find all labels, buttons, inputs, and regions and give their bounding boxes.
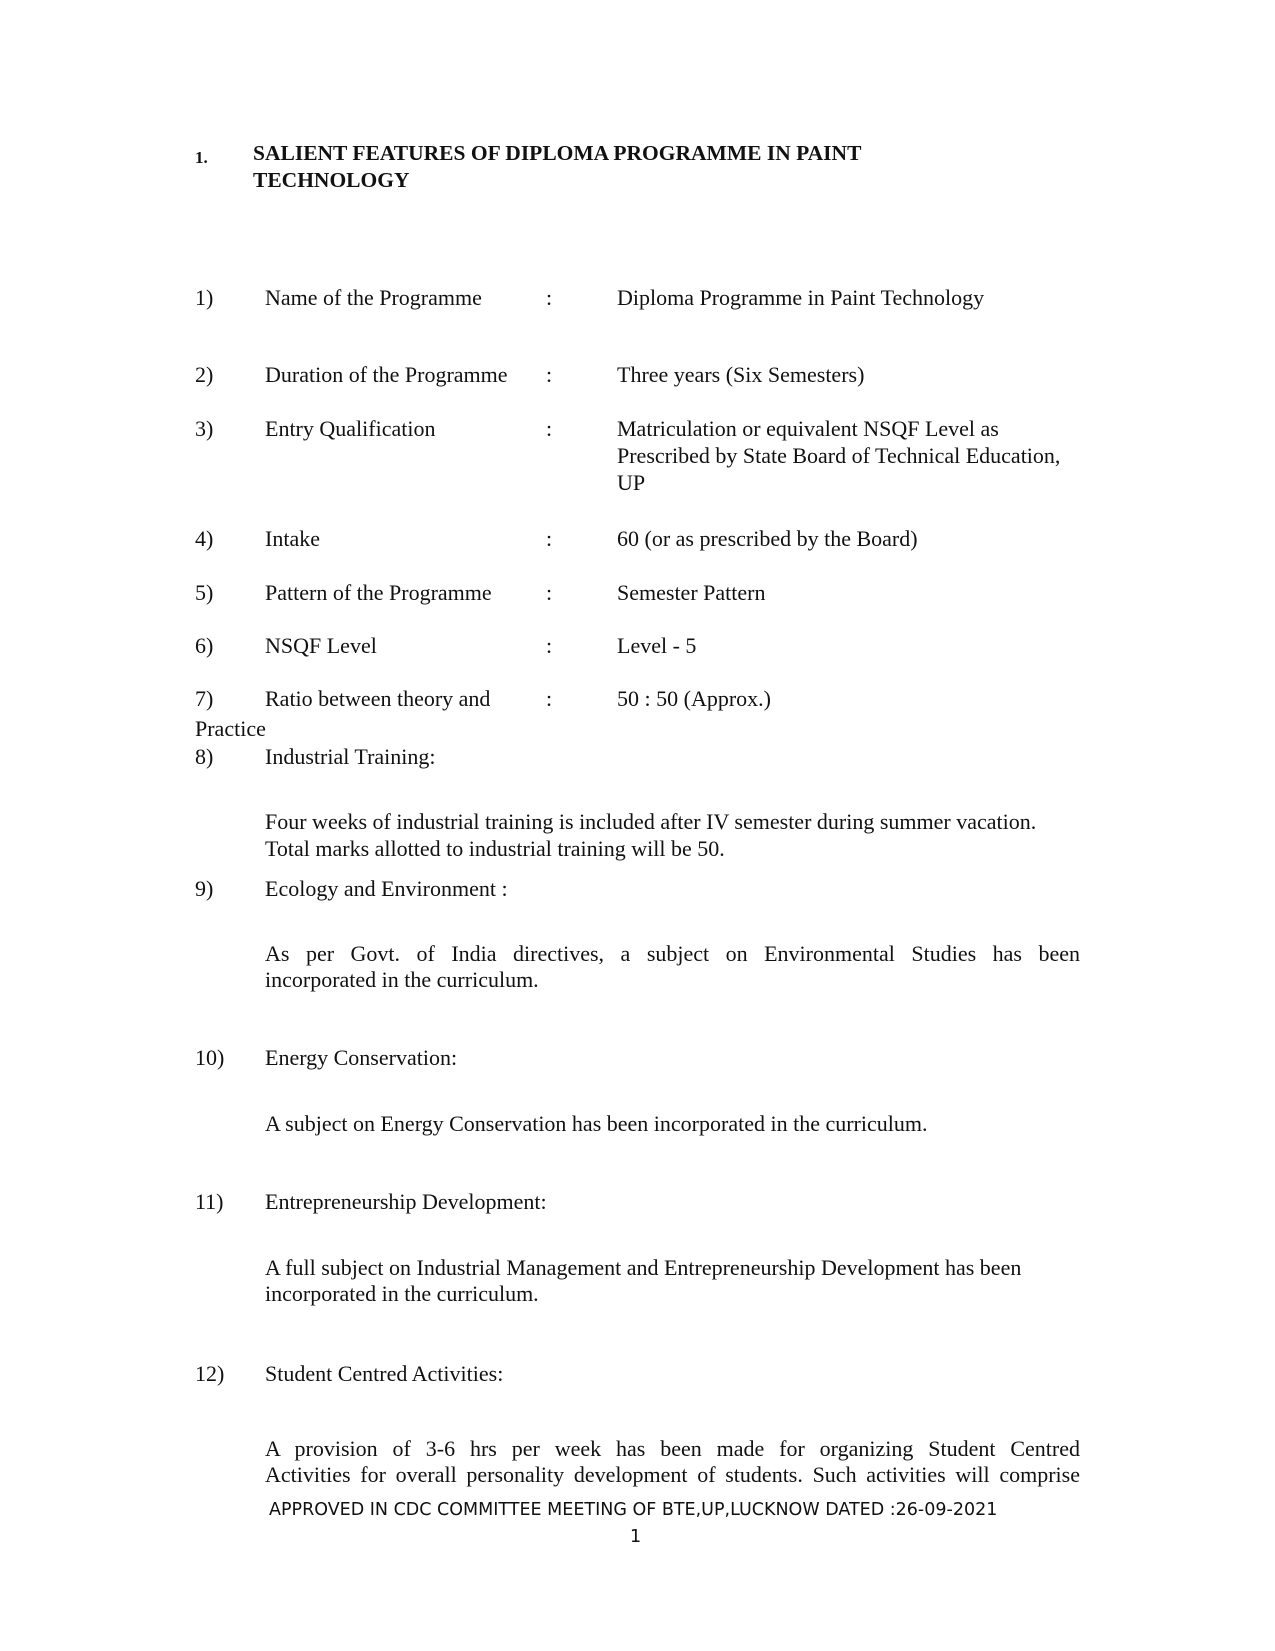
item-heading: Entrepreneurship Development: <box>265 1189 547 1214</box>
feature-separator: : <box>546 285 553 310</box>
item-number: 12) <box>195 1361 225 1386</box>
feature-value: Level - 5 <box>617 633 697 658</box>
feature-number: 6) <box>195 633 214 658</box>
feature-separator: : <box>546 633 553 658</box>
item-text-line: Activities for overall personality development of students. Such activities will comprise <box>265 1462 1080 1487</box>
section-number: 1. <box>195 148 208 167</box>
feature-value-line: Matriculation or equivalent NSQF Level as <box>617 416 999 441</box>
item-paragraph <box>265 941 1080 993</box>
feature-label: Intake <box>265 526 320 551</box>
item-number: 11) <box>195 1189 224 1214</box>
feature-label: Pattern of the Programme <box>265 580 492 605</box>
item-text-line: A full subject on Industrial Management and Entrepreneurship Development has been <box>265 1255 1022 1280</box>
item-paragraph <box>265 1436 1080 1488</box>
feature-separator: : <box>546 416 553 441</box>
feature-number: 7) <box>195 686 214 711</box>
feature-value: Three years (Six Semesters) <box>617 362 865 387</box>
feature-value: 50 : 50 (Approx.) <box>617 686 771 711</box>
section-title-line-2: TECHNOLOGY <box>253 168 410 192</box>
item-number: 10) <box>195 1045 225 1070</box>
feature-separator: : <box>546 580 553 605</box>
item-number: 8) <box>195 744 214 769</box>
feature-number: 4) <box>195 526 214 551</box>
feature-value-line: Prescribed by State Board of Technical Education, <box>617 443 1061 468</box>
item-text-line: incorporated in the curriculum. <box>265 967 539 992</box>
item-number: 9) <box>195 876 214 901</box>
item-heading: Energy Conservation: <box>265 1045 458 1070</box>
item-text-line: A subject on Energy Conservation has been incorporated in the curriculum. <box>265 1111 928 1136</box>
feature-separator: : <box>546 686 553 711</box>
page-number: 1 <box>630 1527 642 1547</box>
feature-number: 5) <box>195 580 214 605</box>
item-text-line: Four weeks of industrial training is included after IV semester during summer vacation. <box>265 809 1037 834</box>
feature-label: Name of the Programme <box>265 285 482 310</box>
item-heading: Industrial Training: <box>265 744 436 769</box>
feature-value: Semester Pattern <box>617 580 766 605</box>
feature-value: Diploma Programme in Paint Technology <box>617 285 985 310</box>
feature-value: 60 (or as prescribed by the Board) <box>617 526 918 551</box>
feature-label: NSQF Level <box>265 633 377 658</box>
feature-number: 3) <box>195 416 214 441</box>
item-heading: Ecology and Environment : <box>265 876 508 901</box>
feature-separator: : <box>546 526 553 551</box>
feature-label: Duration of the Programme <box>265 362 508 387</box>
feature-number: 2) <box>195 362 214 387</box>
feature-label: Ratio between theory and <box>265 686 491 711</box>
feature-label: Entry Qualification <box>265 416 436 441</box>
feature-value-line: UP <box>617 470 646 495</box>
item-text-line: incorporated in the curriculum. <box>265 1281 539 1306</box>
feature-label-continuation: Practice <box>195 716 266 741</box>
approval-footer: APPROVED IN CDC COMMITTEE MEETING OF BTE,UP,LUCKNOW DATED :26-09-2021 <box>269 1500 998 1520</box>
item-text-line: A provision of 3-6 hrs per week has been made for organizing Student Centred <box>265 1436 1080 1461</box>
feature-number: 1) <box>195 285 214 310</box>
section-title-line-1: SALIENT FEATURES OF DIPLOMA PROGRAMME IN PAINT <box>253 141 862 165</box>
item-text-line: Total marks allotted to industrial training will be 50. <box>265 836 725 861</box>
item-heading: Student Centred Activities: <box>265 1361 504 1386</box>
feature-separator: : <box>546 362 553 387</box>
item-text-line: As per Govt. of India directives, a subject on Environmental Studies has been <box>265 941 1080 966</box>
